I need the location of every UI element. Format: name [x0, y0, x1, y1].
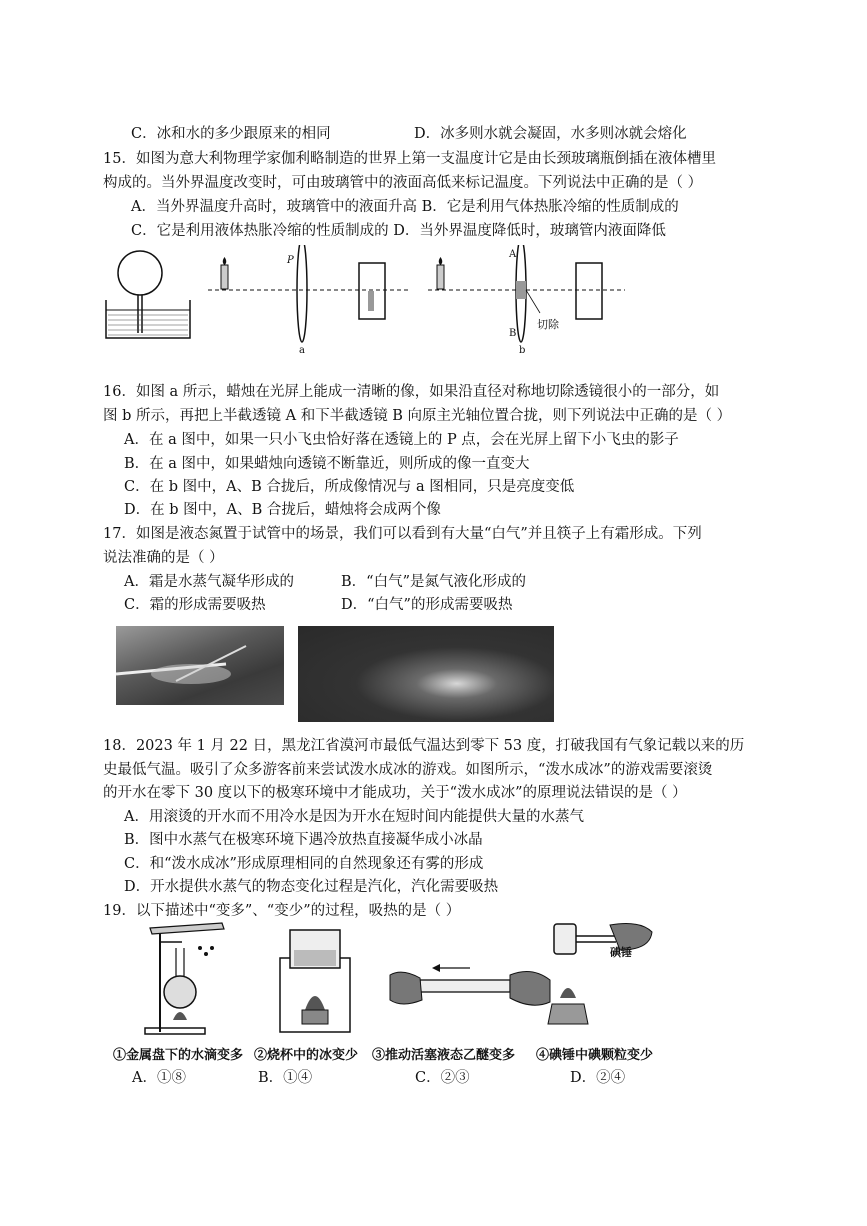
q19-stem: 19．以下描述中“变多”、“变少”的过程，吸热的是（ ）	[103, 903, 461, 919]
q17-stem-line2: 说法准确的是（ ）	[103, 550, 224, 566]
q17-stem-line1: 17．如图是液态氮置于试管中的场景，我们可以看到有大量“白气”并且筷子上有霜形成。下列	[103, 526, 702, 542]
q18-stem-line3: 的开水在零下 30 度以下的极寒环境中才能成功，关于“泼水成冰”的原理说法错误的是（ ）	[103, 785, 687, 801]
q14-option-d: D．冰多则水就会凝固，水多则冰就会熔化	[414, 126, 687, 142]
q16-option-d: D．在 b 图中，A、B 合拢后，蜡烛将会成两个像	[124, 502, 441, 518]
q18-stem-line1: 18．2023 年 1 月 22 日，黑龙江省漠河市最低气温达到零下 53 度，打破我国有气象记载以来的历	[103, 738, 745, 754]
q17-option-b: B．“白气”是氮气液化形成的	[341, 574, 526, 590]
q15-options-cd: C．它是利用液体热胀冷缩的性质制成的 D．当外界温度降低时，玻璃管内液面降低	[131, 223, 666, 239]
q16-option-a: A．在 a 图中，如果一只小飞虫恰好落在透镜上的 P 点，会在光屏上留下小飞虫的影子	[124, 432, 679, 448]
q18-option-c: C．和“泼水成冰”形成原理相同的自然现象还有雾的形成	[124, 856, 484, 872]
q18-stem-line2: 史最低气温。吸引了众多游客前来尝试泼水成冰的游戏。如图所示，“泼水成冰”的游戏需要滚烫	[103, 762, 713, 778]
iodine-hammer-label: 碘锤	[610, 946, 632, 959]
label-lens-a: A	[509, 249, 517, 260]
q19-option-d: D．②④	[570, 1070, 626, 1086]
q19-caption-3: ③推动活塞液态乙醚变多	[372, 1048, 516, 1063]
q14-option-c: C．冰和水的多少跟原来的相同	[131, 126, 331, 142]
label-p: P	[287, 255, 294, 266]
q16-option-b: B．在 a 图中，如果蜡烛向透镜不断靠近，则所成的像一直变大	[124, 456, 530, 472]
q15-stem-line1: 15．如图为意大利物理学家伽利略制造的世界上第一支温度计它是由长颈玻璃瓶倒插在液体槽里	[103, 151, 716, 167]
q19-caption-4: ④碘锤中碘颗粒变少	[536, 1048, 654, 1063]
q19-caption-2: ②烧杯中的冰变少	[254, 1048, 359, 1063]
q17-option-a: A．霜是水蒸气凝华形成的	[124, 574, 294, 590]
q19-option-c: C．②③	[415, 1070, 470, 1086]
q16-stem-line2: 图 b 所示，再把上半截透镜 A 和下半截透镜 B 向原主光轴位置合拢，则下列说法中正确的是（ ）	[103, 408, 732, 424]
syringe-apparatus	[390, 964, 550, 1005]
lens-diagram-a	[208, 245, 410, 342]
q17-option-c: C．霜的形成需要吸热	[124, 597, 266, 613]
label-cut: 切除	[537, 318, 559, 331]
q15-stem-line2: 构成的。当外界温度改变时，可由玻璃管中的液面高低来标记温度。下列说法中正确的是（ ）	[103, 175, 703, 191]
beaker-ice-apparatus	[280, 930, 350, 1032]
liquid-nitrogen-photo-2	[298, 626, 554, 722]
iodine-hammer-apparatus	[548, 924, 652, 1024]
q17-option-d: D．“白气”的形成需要吸热	[341, 597, 513, 613]
q19-figures	[140, 920, 680, 1038]
q18-option-d: D．开水提供水蒸气的物态变化过程是汽化，汽化需要吸热	[124, 879, 499, 895]
q18-option-b: B．图中水蒸气在极寒环境下遇冷放热直接凝华成小冰晶	[124, 832, 483, 848]
q15-options-ab: A．当外界温度升高时，玻璃管中的液面升高 B．它是利用气体热胀冷缩的性质制成的	[131, 199, 679, 215]
label-lens-b: B	[509, 328, 517, 339]
label-fig-a: a	[299, 345, 305, 356]
galileo-thermometer-diagram	[106, 251, 190, 338]
q18-option-a: A．用滚烫的开水而不用冷水是因为开水在短时间内能提供大量的水蒸气	[124, 809, 584, 825]
liquid-nitrogen-photo-1	[116, 626, 284, 705]
q19-caption-1: ①金属盘下的水滴变多	[113, 1048, 244, 1063]
q19-option-b: B．①④	[258, 1070, 313, 1086]
lens-diagram-b	[428, 245, 625, 342]
label-fig-b: b	[519, 345, 526, 356]
q16-stem-line1: 16．如图 a 所示，蜡烛在光屏上能成一清晰的像，如果沿直径对称地切除透镜很小的一部分，如	[103, 384, 720, 400]
metal-plate-apparatus	[145, 923, 224, 1034]
q19-option-a: A．①⑧	[132, 1070, 186, 1086]
q15-q16-figures	[100, 245, 740, 360]
q16-option-c: C．在 b 图中，A、B 合拢后，所成像情况与 a 图相同，只是亮度变低	[124, 479, 575, 495]
